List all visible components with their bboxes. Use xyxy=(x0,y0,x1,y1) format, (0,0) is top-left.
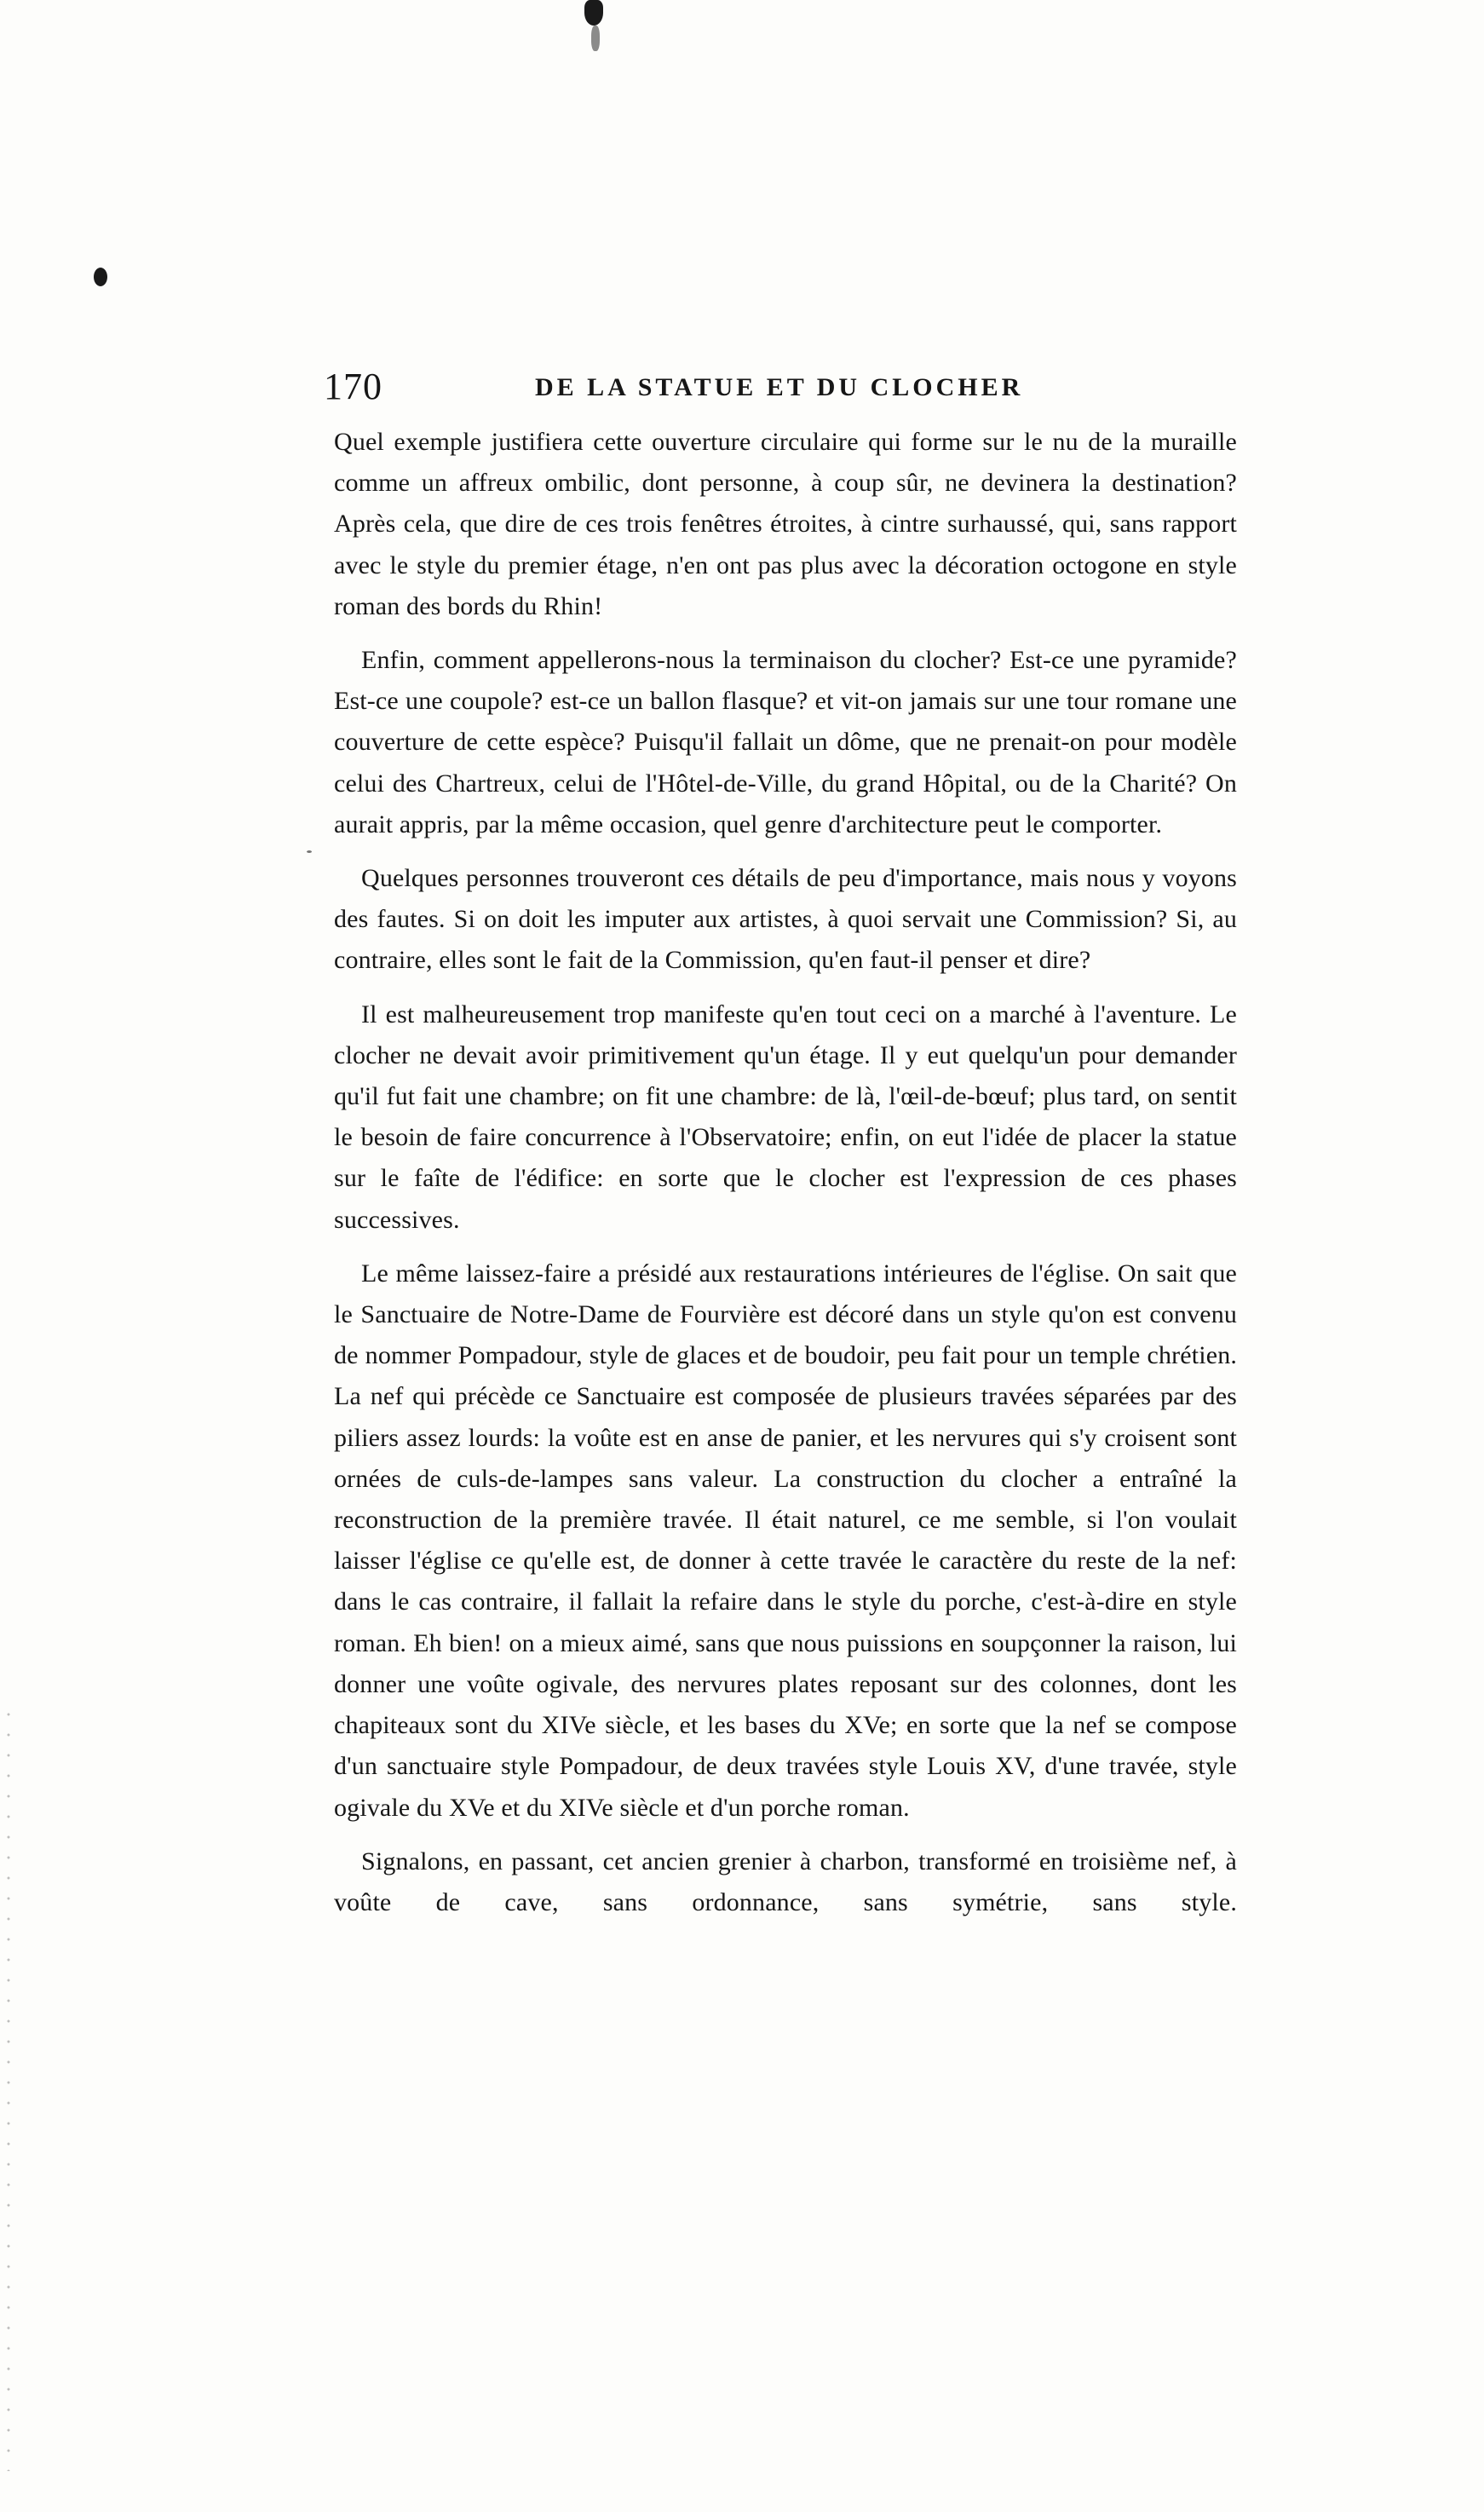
page-number: 170 xyxy=(324,366,383,407)
paragraph: Quel exemple justifiera cette ouverture circulaire qui forme sur le nu de la muraille comme un affreux ombilic, dont personne, à coup sûr, ne devinera la destination? Après cela, que dire de ces trois fenêtres étroites, à cintre surhaussé, qui, sans rapport avec le style du premier étage, n'en ont pas plus avec la décoration octogone en style roman des bords du Rhin! xyxy=(334,428,1237,620)
paragraph: Signalons, en passant, cet ancien grenier à charbon, transformé en troisième nef, à voûte de cave, sans ordonnance, sans symétrie, sans style. xyxy=(334,1847,1237,1916)
body-text xyxy=(334,422,1237,1923)
binding-edge-marks xyxy=(3,1704,15,2471)
paragraph: Le même laissez-faire a présidé aux restaurations intérieures de l'église. On sait que le Sanctuaire de Notre-Dame de Fourvière est décoré dans un style qu'on est convenu de nommer Pompadour, style de glaces et de boudoir, peu fait pour un temple chrétien. La nef qui précède ce Sanctuaire est composée de plusieurs travées séparées par des piliers assez lourds: la voûte est en anse de panier, et les nervures qui s'y croisent sont ornées de culs-de-lampes sans valeur. La construction du clocher a entraîné la reconstruction de la première travée. Il était naturel, ce me semble, si l'on voulait laisser l'église ce qu'elle est, de donner à cette travée le caractère du reste de la nef: dans le cas contraire, il fallait la refaire dans le style du porche, c'est-à-dire en style roman. Eh bien! on a mieux aimé, sans que nous puissions en soupçonner la raison, lui donner une voûte ogivale, des nervures plates reposant sur des colonnes, dont les chapiteaux sont du XIVe siècle, et les bases du XVe; en sorte que la nef se compose d'un sanctuaire style Pompadour, de deux travées style Louis XV, d'une travée, style ogivale du XVe et du XIVe siècle et d'un porche roman. xyxy=(334,1259,1237,1822)
ink-blot-top xyxy=(584,0,603,26)
paragraph: Quelques personnes trouveront ces détails de peu d'importance, mais nous y voyons des fautes. Si on doit les imputer aux artistes, à quoi servait une Commission? Si, au contraire, elles sont le fait de la Commission, qu'en faut-il penser et dire? xyxy=(334,864,1237,975)
paragraph: Il est malheureusement trop manifeste qu'en tout ceci on a marché à l'aventure. Le clocher ne devait avoir primitivement qu'un étage. Il y eut quelqu'un pour demander qu'il fut fait une chambre; on fit une chambre: de là, l'œil-de-bœuf; plus tard, on sentit le besoin de faire concurrence à l'Observatoire; enfin, on eut l'idée de placer la statue sur le faîte de l'édifice: en sorte que le clocher est l'expression de ces phases successives. xyxy=(334,1000,1237,1234)
paragraph: Enfin, comment appellerons-nous la terminaison du clocher? Est-ce une pyramide? Est-ce une coupole? est-ce un ballon flasque? et vit-on jamais sur une tour romane une couverture de cette espèce? Puisqu'il fallait un dôme, que ne prenait-on pour modèle celui des Chartreux, celui de l'Hôtel-de-Ville, du grand Hôpital, ou de la Charité? On aurait appris, par la même occasion, quel genre d'architecture peut le comporter. xyxy=(334,646,1237,838)
ink-blot-top-tail xyxy=(591,26,600,51)
running-title: DE LA STATUE ET DU CLOCHER xyxy=(535,373,1024,401)
ink-speck-left xyxy=(94,268,107,286)
ink-speck-margin xyxy=(307,850,312,853)
